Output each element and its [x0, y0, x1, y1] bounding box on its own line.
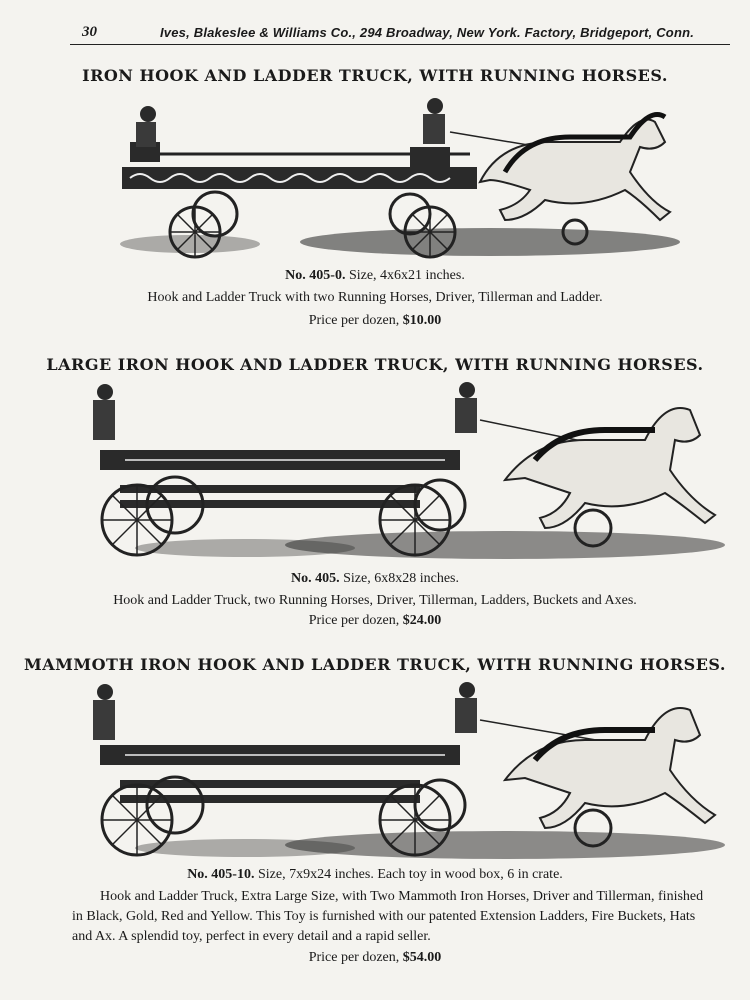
price-label-3: Price per dozen, [308, 950, 400, 965]
product-price-line-2 [0, 613, 750, 629]
product-description-2: Hook and Ladder Truck, two Running Horses, Driver, Tillerman, Ladders, Buckets and Axes. [113, 593, 637, 608]
product-description-3-line-1: Hook and Ladder Truck, Extra Large Size, with Two Mammoth Iron Horses, Driver and Tillerman, finished [100, 889, 704, 904]
product-description-3-line-2: in Black, Gold, Red and Yellow. This Toy is furnished with our patented Extension Ladders, Fire Buckets, Hats [72, 909, 696, 924]
product-info-2 [0, 571, 750, 587]
product-info-1 [0, 268, 750, 284]
product-description-3-line-3: and Ax. A splendid toy, perfect in every detail and a rapid seller. [72, 929, 431, 944]
product-price-line-1 [0, 313, 750, 329]
hook-and-ladder-truck-illustration-3 [85, 680, 730, 865]
price-1: $10.00 [402, 313, 442, 328]
running-head: Ives, Blakeslee & Williams Co., 294 Broadway, New York. Factory, Bridgeport, Conn. [160, 25, 695, 40]
product-size-2: Size, 6x8x28 inches. [343, 571, 459, 586]
hook-and-ladder-truck-illustration-1 [110, 92, 700, 267]
price-label-1: Price per dozen, [308, 313, 400, 328]
page-header [70, 20, 730, 45]
product-info-3 [0, 867, 750, 883]
product-number-3: No. 405-10. [187, 867, 255, 882]
product-size-3: Size, 7x9x24 inches. Each toy in wood box, 6 in crate. [257, 867, 563, 882]
product-price-line-3 [0, 950, 750, 966]
product-size-1: Size, 4x6x21 inches. [348, 268, 465, 283]
product-title-1: IRON HOOK AND LADDER TRUCK, WITH RUNNING HORSES. [82, 66, 668, 85]
price-2: $24.00 [402, 613, 442, 628]
hook-and-ladder-truck-illustration-2 [85, 380, 730, 565]
price-3: $54.00 [402, 950, 442, 965]
price-label-2: Price per dozen, [308, 613, 400, 628]
page-number: 30 [82, 24, 97, 40]
product-number-1: No. 405-0. [285, 268, 346, 283]
product-title-3: MAMMOTH IRON HOOK AND LADDER TRUCK, WITH RUNNING HORSES. [24, 655, 726, 674]
product-number-2: No. 405. [291, 571, 340, 586]
product-description-1: Hook and Ladder Truck with two Running Horses, Driver, Tillerman and Ladder. [147, 290, 603, 305]
product-title-2: LARGE IRON HOOK AND LADDER TRUCK, WITH RUNNING HORSES. [46, 355, 704, 374]
